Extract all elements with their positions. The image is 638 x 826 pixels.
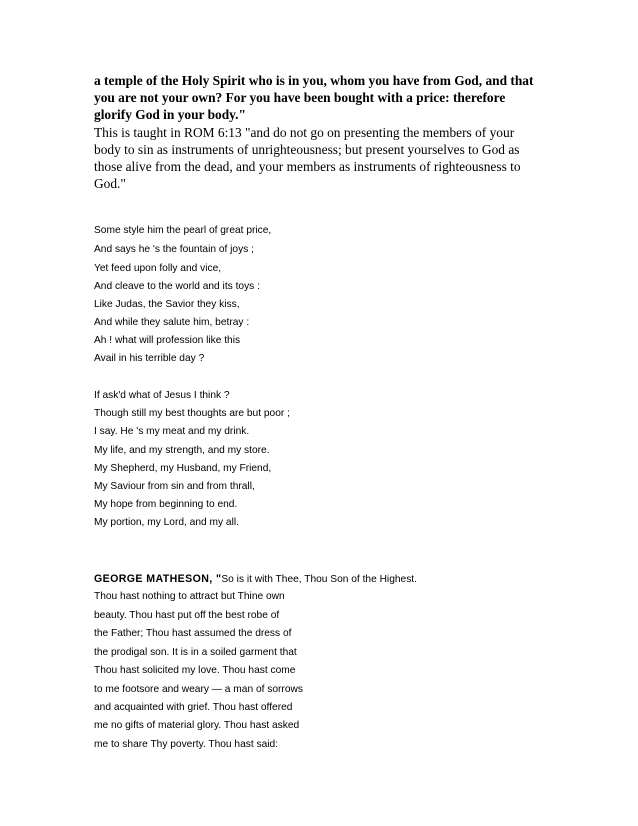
poem1-line: Ah ! what will profession like this — [94, 335, 241, 346]
poem2-line: Though still my best thoughts are but poor ; — [94, 408, 290, 419]
matheson-first-line: So is it with Thee, Thou Son of the Highest. — [221, 574, 417, 585]
poem2-line: My Shepherd, my Husband, my Friend, — [94, 463, 272, 474]
matheson-opening — [94, 573, 417, 586]
matheson-line: the Father; Thou hast assumed the dress of — [94, 628, 292, 639]
poem1-line: And cleave to the world and its toys : — [94, 281, 260, 292]
matheson-line: beauty. Thou hast put off the best robe of — [94, 610, 280, 621]
bold-quote-paragraph: a temple of the Holy Spirit who is in you, whom you have from God, and that you are not your own? For you have been bought with a price: therefore glorify God in your body." — [94, 73, 534, 122]
poem1-line: Yet feed upon folly and vice, — [94, 263, 222, 274]
poem2-line: My hope from beginning to end. — [94, 499, 238, 510]
poem1-line: And while they salute him, betray : — [94, 317, 250, 328]
poem1-line: Avail in his terrible day ? — [94, 353, 205, 364]
poem1-line: Like Judas, the Savior they kiss, — [94, 299, 240, 310]
matheson-line: to me footsore and weary — a man of sorrows — [94, 684, 303, 695]
poem2-line: My portion, my Lord, and my all. — [94, 517, 239, 528]
rom-quote-paragraph: This is taught in ROM 6:13 "and do not go on presenting the members of your body to sin as instruments of unrighteousness; but present yourselves to God as those alive from the dead, and your members as instruments of righteousness to God." — [94, 125, 521, 191]
matheson-line: Thou hast solicited my love. Thou hast come — [94, 665, 296, 676]
poem1-line: Some style him the pearl of great price, — [94, 225, 272, 236]
poem2-line: If ask'd what of Jesus I think ? — [94, 390, 230, 401]
poem2-line: My Saviour from sin and from thrall, — [94, 481, 255, 492]
poem2-line: I say. He 's my meat and my drink. — [94, 426, 250, 437]
matheson-line: me no gifts of material glory. Thou hast asked — [94, 720, 300, 731]
poem2-line: My life, and my strength, and my store. — [94, 445, 270, 456]
matheson-line: the prodigal son. It is in a soiled garment that — [94, 647, 297, 658]
matheson-line: me to share Thy poverty. Thou hast said: — [94, 739, 279, 750]
author-name: GEORGE MATHESON, " — [94, 573, 222, 585]
poem1-line: And says he 's the fountain of joys ; — [94, 244, 254, 255]
matheson-line: and acquainted with grief. Thou hast offered — [94, 702, 293, 713]
matheson-line: Thou hast nothing to attract but Thine own — [94, 591, 285, 602]
